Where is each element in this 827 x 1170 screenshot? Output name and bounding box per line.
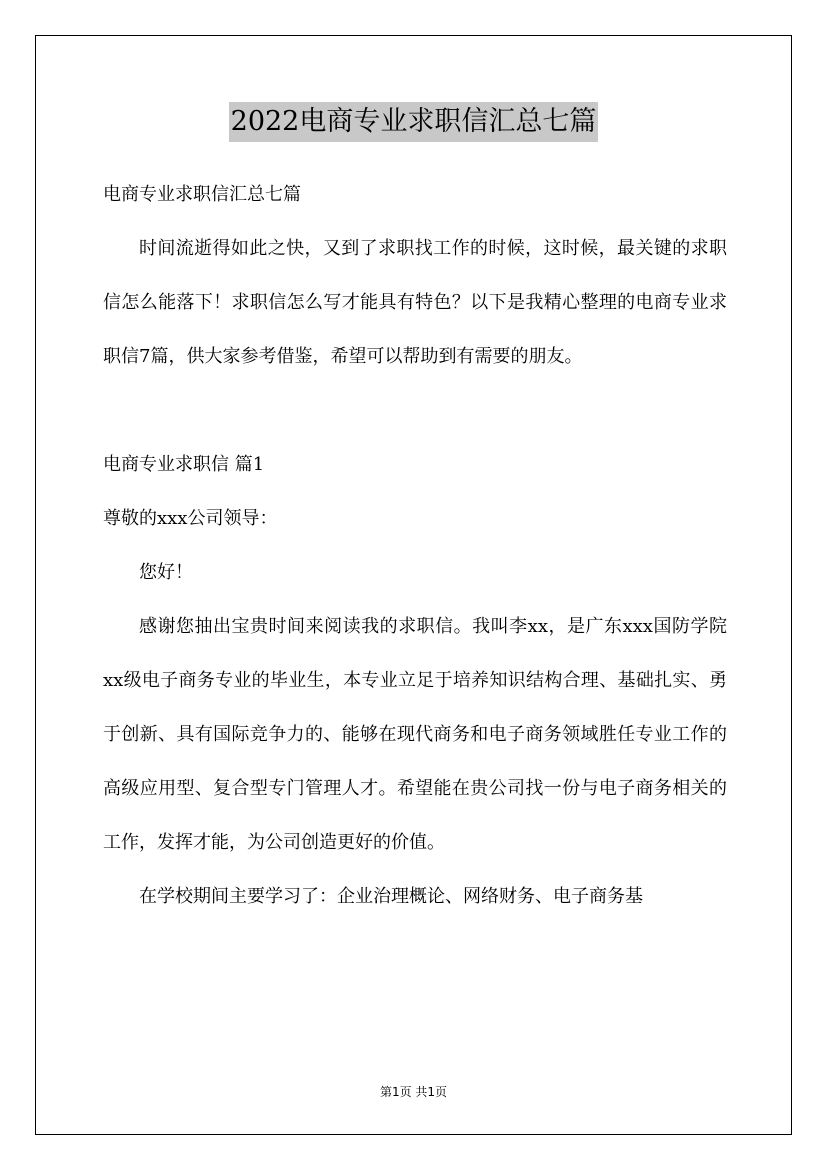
title-container [0, 102, 827, 142]
section-spacer [103, 384, 727, 438]
document-subtitle: 电商专业求职信汇总七篇 [103, 184, 301, 205]
body-paragraph-2: 在学校期间主要学习了：企业治理概论、网络财务、电子商务基 [139, 886, 643, 907]
document-title: 2022电商专业求职信汇总七篇 [229, 102, 599, 142]
section-heading: 电商专业求职信 篇1 [103, 454, 265, 475]
body-paragraph-1: 感谢您抽出宝贵时间来阅读我的求职信。我叫李xx，是广东xxx国防学院xx级电子商务专业的毕业生，本专业立足于培养知识结构合理、基础扎实、勇于创新、具有国际竞争力的、能够在现代商务和电子商务领域胜任专业工作的高级应用型、复合型专门管理人才。希望能在贵公司找一份与电子商务相关的工作，发挥才能，为公司创造更好的价值。 [103, 616, 727, 853]
document-body [103, 168, 727, 924]
page-footer: 第1页 共1页 [379, 1085, 448, 1099]
intro-paragraph: 时间流逝得如此之快，又到了求职找工作的时候，这时候，最关键的求职信怎么能落下！求职信怎么写才能具有特色？以下是我精心整理的电商专业求职信7篇，供大家参考借鉴，希望可以帮助到有需要的朋友。 [103, 238, 727, 367]
salutation: 尊敬的xxx公司领导： [103, 508, 278, 529]
greeting: 您好！ [139, 562, 193, 583]
